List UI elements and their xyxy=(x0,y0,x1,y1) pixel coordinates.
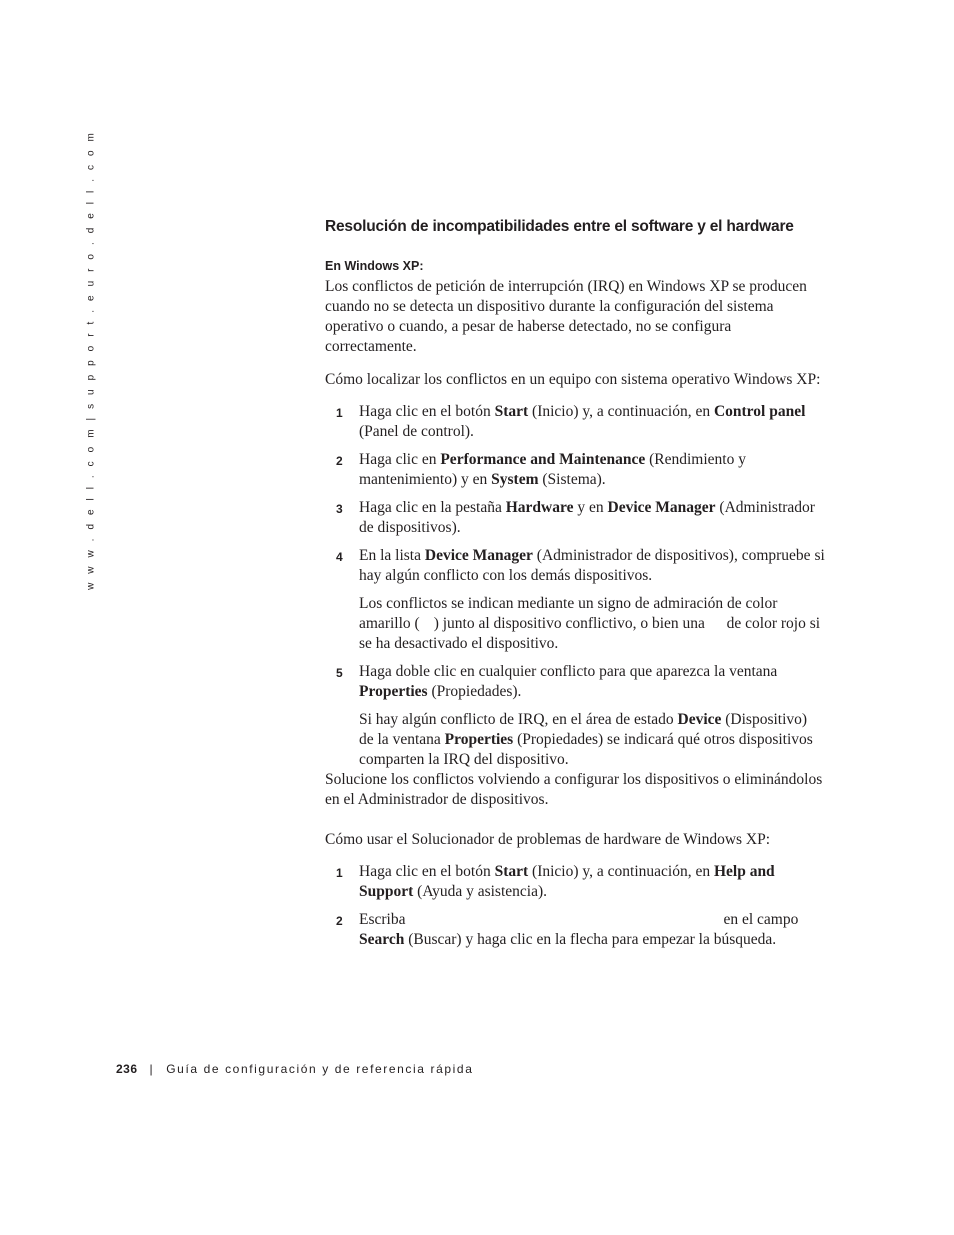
list-item-note: Los conflictos se indican mediante un signo de admiración de color amarillo ( ) junto al dispositivo conflictivo, o bien una de color rojo si se ha desactivado el dispositivo. xyxy=(359,595,821,652)
subheading: En Windows XP: xyxy=(325,259,424,273)
list-item: 1 Haga clic en el botón Start (Inicio) y, a continuación, en Help and Support (Ayuda y asistencia). xyxy=(336,863,775,900)
list-item: 2 Escriba en el campo Search (Buscar) y haga clic en la flecha para empezar la búsqueda. xyxy=(336,911,799,948)
list-item: 2 Haga clic en Performance and Maintenance (Rendimiento y mantenimiento) y en System (Sistema). xyxy=(336,451,746,488)
intro-paragraph: Los conflictos de petición de interrupción (IRQ) en Windows XP se producen cuando no se detecta un dispositivo durante la configuración del sistema operativo o cuando, a pesar de haberse detectado, no se configura correctamente. xyxy=(325,278,807,355)
step-number: 1 xyxy=(336,866,343,880)
page-number: 236 xyxy=(116,1062,138,1076)
list-item: 1 Haga clic en el botón Start (Inicio) y, a continuación, en Control panel (Panel de control). xyxy=(336,403,806,440)
list-item: 3 Haga clic en la pestaña Hardware y en Device Manager (Administrador de dispositivos). xyxy=(336,499,815,536)
step-number: 1 xyxy=(336,406,343,420)
step-number: 3 xyxy=(336,502,343,516)
section-heading: Resolución de incompatibilidades entre el software y el hardware xyxy=(325,218,794,235)
step-number: 5 xyxy=(336,666,343,680)
side-url-text: w w w . d e l l . c o m | s u p p o r t . e u r o . d e l l . c o m xyxy=(85,130,97,590)
list-item: 5 Haga doble clic en cualquier conflicto para que aparezca la ventana Properties (Propiedades). Si hay algún conflicto de IRQ, en el área de estado Device (Dispositivo) de la ventana Properties (Propiedades) se indicará qué otros dispositivos comparten la IRQ del dispositivo. xyxy=(325,662,825,770)
step-number: 2 xyxy=(336,914,343,928)
locate-conflicts-paragraph: Cómo localizar los conflictos en un equipo con sistema operativo Windows XP: xyxy=(325,371,821,388)
footer-title: Guía de configuración y de referencia rápida xyxy=(166,1062,474,1076)
list-item-note: Si hay algún conflicto de IRQ, en el área de estado Device (Dispositivo) de la ventana Properties (Propiedades) se indicará qué otros dispositivos comparten la IRQ del dispositivo. xyxy=(359,711,813,768)
resolve-paragraph: Solucione los conflictos volviendo a configurar los dispositivos o eliminándolos en el Administrador de dispositivos. xyxy=(325,771,823,808)
step-number: 4 xyxy=(336,550,343,564)
step-number: 2 xyxy=(336,454,343,468)
list-item: 4 En la lista Device Manager (Administrador de dispositivos), compruebe si hay algún conflicto con los demás dispositivos. Los conflictos se indican mediante un signo de admiración de color amarillo ( ) junto al dispositivo conflictivo, o bien una de color rojo si se ha desactivado el dispositivo. xyxy=(336,547,825,652)
page-footer xyxy=(116,1062,473,1076)
troubleshooter-paragraph: Cómo usar el Solucionador de problemas de hardware de Windows XP: xyxy=(325,831,771,848)
footer-separator: | xyxy=(149,1062,155,1076)
